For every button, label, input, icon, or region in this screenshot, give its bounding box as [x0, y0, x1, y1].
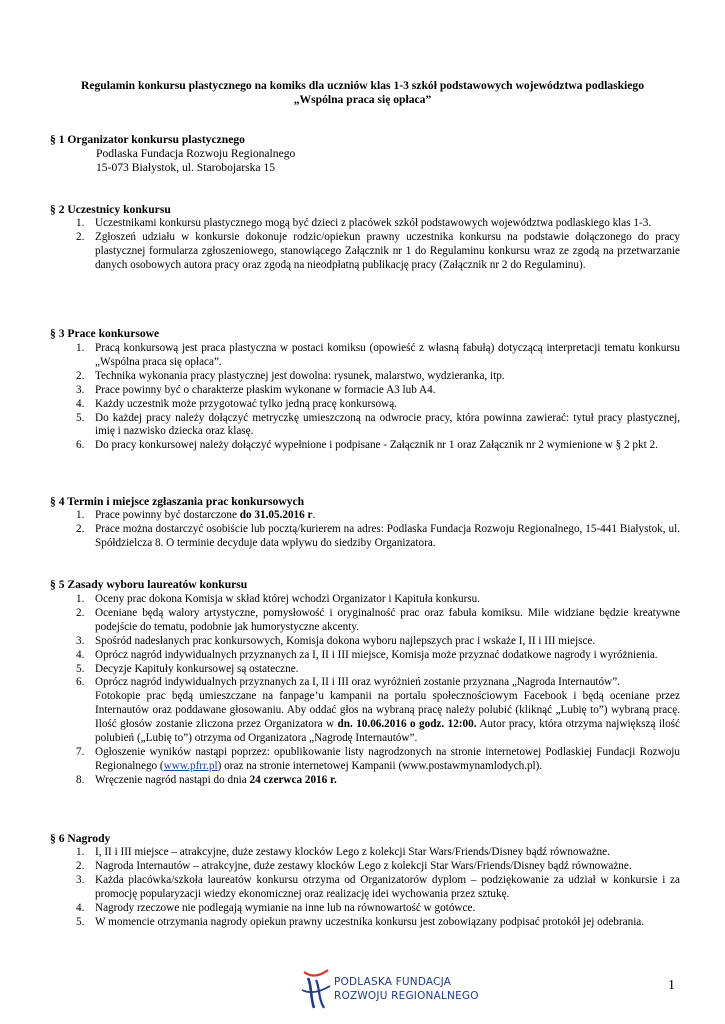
document-title	[50, 79, 675, 107]
pfrr-website-link[interactable]: www.pfrr.pl	[163, 759, 218, 772]
list-item: 2. Oceniane będą walory artystyczne, pomysłowość i oryginalność prac oraz fabuła komiksu. Mile widziane będzie kreatywne podejście do tematu, podobnie jak humorystyczne akcenty.	[76, 606, 680, 633]
list-item: 4. Nagrody rzeczowe nie podlegają wymianie na inne lub na równowartość w gotówce.	[76, 901, 476, 914]
pfrr-logo	[298, 968, 488, 1016]
logo-mark-icon	[298, 968, 334, 1014]
list-item: 3. Każda placówka/szkoła laureatów konkursu otrzyma od Organizatorów dyplom – podziękowanie za udział w konkursie i za promocję popularyzacji wiedzy ekonomicznej oraz realizację idei wychowania przez sztukę.	[76, 873, 680, 900]
list-item: 2. Nagroda Internautów – atrakcyjne, duże zestawy klocków Lego z kolekcji Star Wars/Friends/Disney bądź równoważne.	[76, 859, 632, 872]
section-6-heading: § 6 Nagrody	[50, 832, 111, 845]
list-item: 8. Wręczenie nagród nastąpi do dnia 24 czerwca 2016 r.	[76, 773, 337, 786]
title-line-1: Regulamin konkursu plastycznego na komiks dla uczniów klas 1-3 szkół podstawowych województwa podlaskiego	[80, 79, 645, 92]
section-5-heading: § 5 Zasady wyboru laureatów konkursu	[50, 578, 248, 591]
list-item: 1. Pracą konkursową jest praca plastyczna w postaci komiksu (opowieść z własną fabułą) dotyczącą interpretacji tematu konkursu „Wspólna praca się opłaca”.	[76, 342, 680, 368]
section-2-heading: § 2 Uczestnicy konkursu	[50, 203, 171, 216]
section-4-heading: § 4 Termin i miejsce zgłaszania prac konkursowych	[50, 495, 305, 508]
list-item: 7. Ogłoszenie wyników nastąpi poprzez: opublikowanie listy nagrodzonych na stronie internetowej Podlaskiej Fundacji Rozwoju Regionalnego (www.pfrr.pl) oraz na stronie internetowej Kampanii (www.postawmynamlodych.pl).	[76, 745, 680, 772]
section-2-list	[50, 217, 680, 273]
list-item: 2. Prace można dostarczyć osobiście lub pocztą/kurierem na adres: Podlaska Fundacja Rozwoju Regionalnego, 15-441 Białystok, ul. Spółdzielcza 8. O terminie decyduje data wpływu do siedziby Organizatora.	[76, 522, 680, 549]
list-item: 5. Do każdej pracy należy dołączyć metryczkę umieszczoną na odwrocie pracy, która powinna zawierać: tytuł pracy plastycznej, imię i nazwisko dziecka oraz klasę.	[76, 411, 680, 438]
list-item: 1. Uczestnikami konkursu plastycznego mogą być dzieci z placówek szkół podstawowych województwa podlaskiego klas 1-3.	[76, 217, 652, 229]
list-item-continuation: Fotokopie prac będą umieszczane na fanpage’u kampanii na portalu społecznościowym Facebook i będą oceniane przez Internautów oraz poddawane głosowaniu. Aby oddać głos na wybraną pracę należy polubić (kliknąć „Lubię to”) wybraną pracę. Ilość głosów zostanie zliczona przez Organizatora w dn. 10.06.2016 o godz. 12:00. Autor pracy, która otrzyma największą ilość polubień („Lubię to”) otrzyma od Organizatora „Nagrodę Internautów”.	[95, 690, 681, 745]
section-4-list	[50, 509, 680, 551]
deadline-date: do 31.05.2016 r	[239, 509, 313, 521]
section-6-list	[50, 846, 680, 929]
list-item: 5. Decyzje Kapituły konkursowej są ostateczne.	[76, 662, 299, 675]
list-item: 1. Prace powinny być dostarczone do 31.05.2016 r.	[76, 509, 316, 521]
organizer-address: 15-073 Białystok, ul. Starobojarska 15	[96, 161, 276, 174]
title-line-2: „Wspólna praca się opłaca”	[293, 93, 432, 106]
list-item: 1. I, II i III miejsce – atrakcyjne, duże zestawy klocków Lego z kolekcji Star Wars/Friends/Disney bądź równoważne.	[76, 846, 610, 858]
list-item: 1. Oceny prac dokona Komisja w skład której wchodzi Organizator i Kapituła konkursu.	[76, 593, 481, 605]
list-item: 2. Technika wykonania pracy plastycznej jest dowolna: rysunek, malarstwo, wydzieranka, itp.	[76, 369, 505, 382]
list-item: 4. Każdy uczestnik może przygotować tylko jedną pracę konkursową.	[76, 397, 397, 410]
list-item: 5. W momencie otrzymania nagrody opiekun prawny uczestnika konkursu jest zobowiązany podpisać protokół jej odebrania.	[76, 915, 645, 928]
logo-text-line-1: PODLASKA FUNDACJA	[334, 976, 452, 988]
section-3-heading: § 3 Prace konkursowe	[50, 327, 160, 340]
section-1-heading: § 1 Organizator konkursu plastycznego	[50, 133, 245, 146]
organizer-name: Podlaska Fundacja Rozwoju Regionalnego	[96, 147, 296, 160]
page-number: 1	[668, 978, 675, 993]
award-date: 24 czerwca 2016 r.	[249, 773, 337, 786]
section-5-list	[50, 593, 680, 788]
list-item: 3. Spośród nadesłanych prac konkursowych, Komisja dokona wyboru najlepszych prac i wskaże I, II i III miejsce.	[76, 634, 596, 647]
list-item: 6. Oprócz nagród indywidualnych przyznanych za I, II i III oraz wyróżnień zostanie przyznana „Nagroda Internautów”.	[76, 676, 620, 689]
voting-deadline: dn. 10.06.2016 o godz. 12:00.	[337, 718, 477, 731]
list-item: 2. Zgłoszeń udziału w konkursie dokonuje rodzic/opiekun prawny uczestnika konkursu na podstawie dołączonego do pracy plastycznej formularza zgłoszeniowego, stanowiącego Załącznik nr 1 do Regulaminu konkursu wraz ze zgodą na przetwarzanie danych osobowych autora pracy oraz zgodą na nieodpłatną publikację pracy (Załącznik nr 2 do Regulaminu).	[76, 230, 680, 271]
list-item: 6. Do pracy konkursowej należy dołączyć wypełnione i podpisane - Załącznik nr 1 oraz Załącznik nr 2 wymienione w § 2 pkt 2.	[76, 439, 658, 452]
section-3-list	[50, 342, 680, 453]
logo-text-line-2: ROZWOJU REGIONALNEGO	[334, 990, 479, 1002]
list-item: 4. Oprócz nagród indywidualnych przyznanych za I, II i III miejsce, Komisja może przyznać dodatkowe nagrody i wyróżnienia.	[76, 648, 658, 661]
list-item: 3. Prace powinny być o charakterze płaskim wykonane w formacie A3 lub A4.	[76, 383, 436, 396]
